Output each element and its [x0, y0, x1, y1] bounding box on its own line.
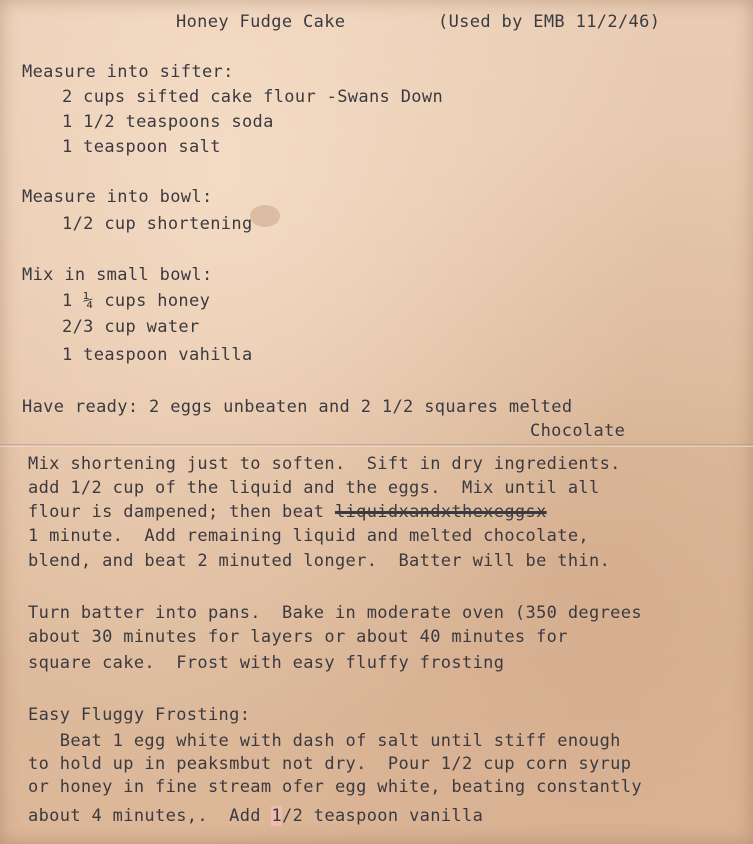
recipe-title: Honey Fudge Cake	[176, 12, 346, 32]
frosting-line: or honey in fine stream ofer egg white, beating constantly	[28, 777, 642, 797]
method-line: add 1/2 cup of the liquid and the eggs. Mix until all	[28, 478, 600, 498]
bowl-item: 1/2 cup shortening	[62, 214, 253, 234]
bake-line: square cake. Frost with easy fluffy frosting	[28, 653, 505, 673]
frosting-text: /2 teaspoon vanilla	[282, 806, 484, 826]
sifter-item: 1 1/2 teaspoons soda	[62, 112, 274, 132]
frosting-line: to hold up in peaksmbut not dry. Pour 1/2 cup corn syrup	[28, 754, 632, 774]
grease-stain	[250, 205, 280, 227]
struck-out-text: liquidxandxthexeggsx	[334, 502, 547, 522]
have-ready-line: Have ready: 2 eggs unbeaten and 2 1/2 squares melted	[22, 397, 573, 417]
bowl-header: Measure into bowl:	[22, 187, 213, 207]
bake-line: Turn batter into pans. Bake in moderate oven (350 degrees	[28, 603, 642, 623]
title-row	[0, 11, 753, 33]
small-bowl-item: 1 teaspoon vahilla	[62, 345, 253, 365]
method-line: 1 minute. Add remaining liquid and melted chocolate,	[28, 526, 589, 546]
have-ready-continuation: Chocolate	[530, 421, 626, 441]
method-text: flour is dampened; then beat	[28, 502, 335, 522]
small-bowl-header: Mix in small bowl:	[22, 265, 213, 285]
sifter-item: 1 teaspoon salt	[62, 137, 221, 157]
used-note: (Used by EMB 11/2/46)	[438, 12, 661, 32]
method-line: Mix shortening just to soften. Sift in dry ingredients.	[28, 454, 621, 474]
small-bowl-item: 2/3 cup water	[62, 317, 200, 337]
method-line-with-strikeout	[28, 501, 547, 523]
frosting-line-last	[28, 805, 483, 827]
highlighted-digit: 1	[271, 806, 283, 826]
frosting-line: Beat 1 egg white with dash of salt until stiff enough	[28, 731, 621, 751]
small-bowl-item: 1 ¼ cups honey	[62, 291, 211, 311]
frosting-header: Easy Fluggy Frosting:	[28, 705, 251, 725]
sifter-item: 2 cups sifted cake flour -Swans Down	[62, 87, 444, 107]
frosting-text: about 4 minutes,. Add	[28, 806, 272, 826]
bake-line: about 30 minutes for layers or about 40 minutes for	[28, 627, 568, 647]
method-line: blend, and beat 2 minuted longer. Batter will be thin.	[28, 551, 611, 571]
card-fold-crease	[0, 444, 753, 447]
sifter-header: Measure into sifter:	[22, 62, 234, 82]
